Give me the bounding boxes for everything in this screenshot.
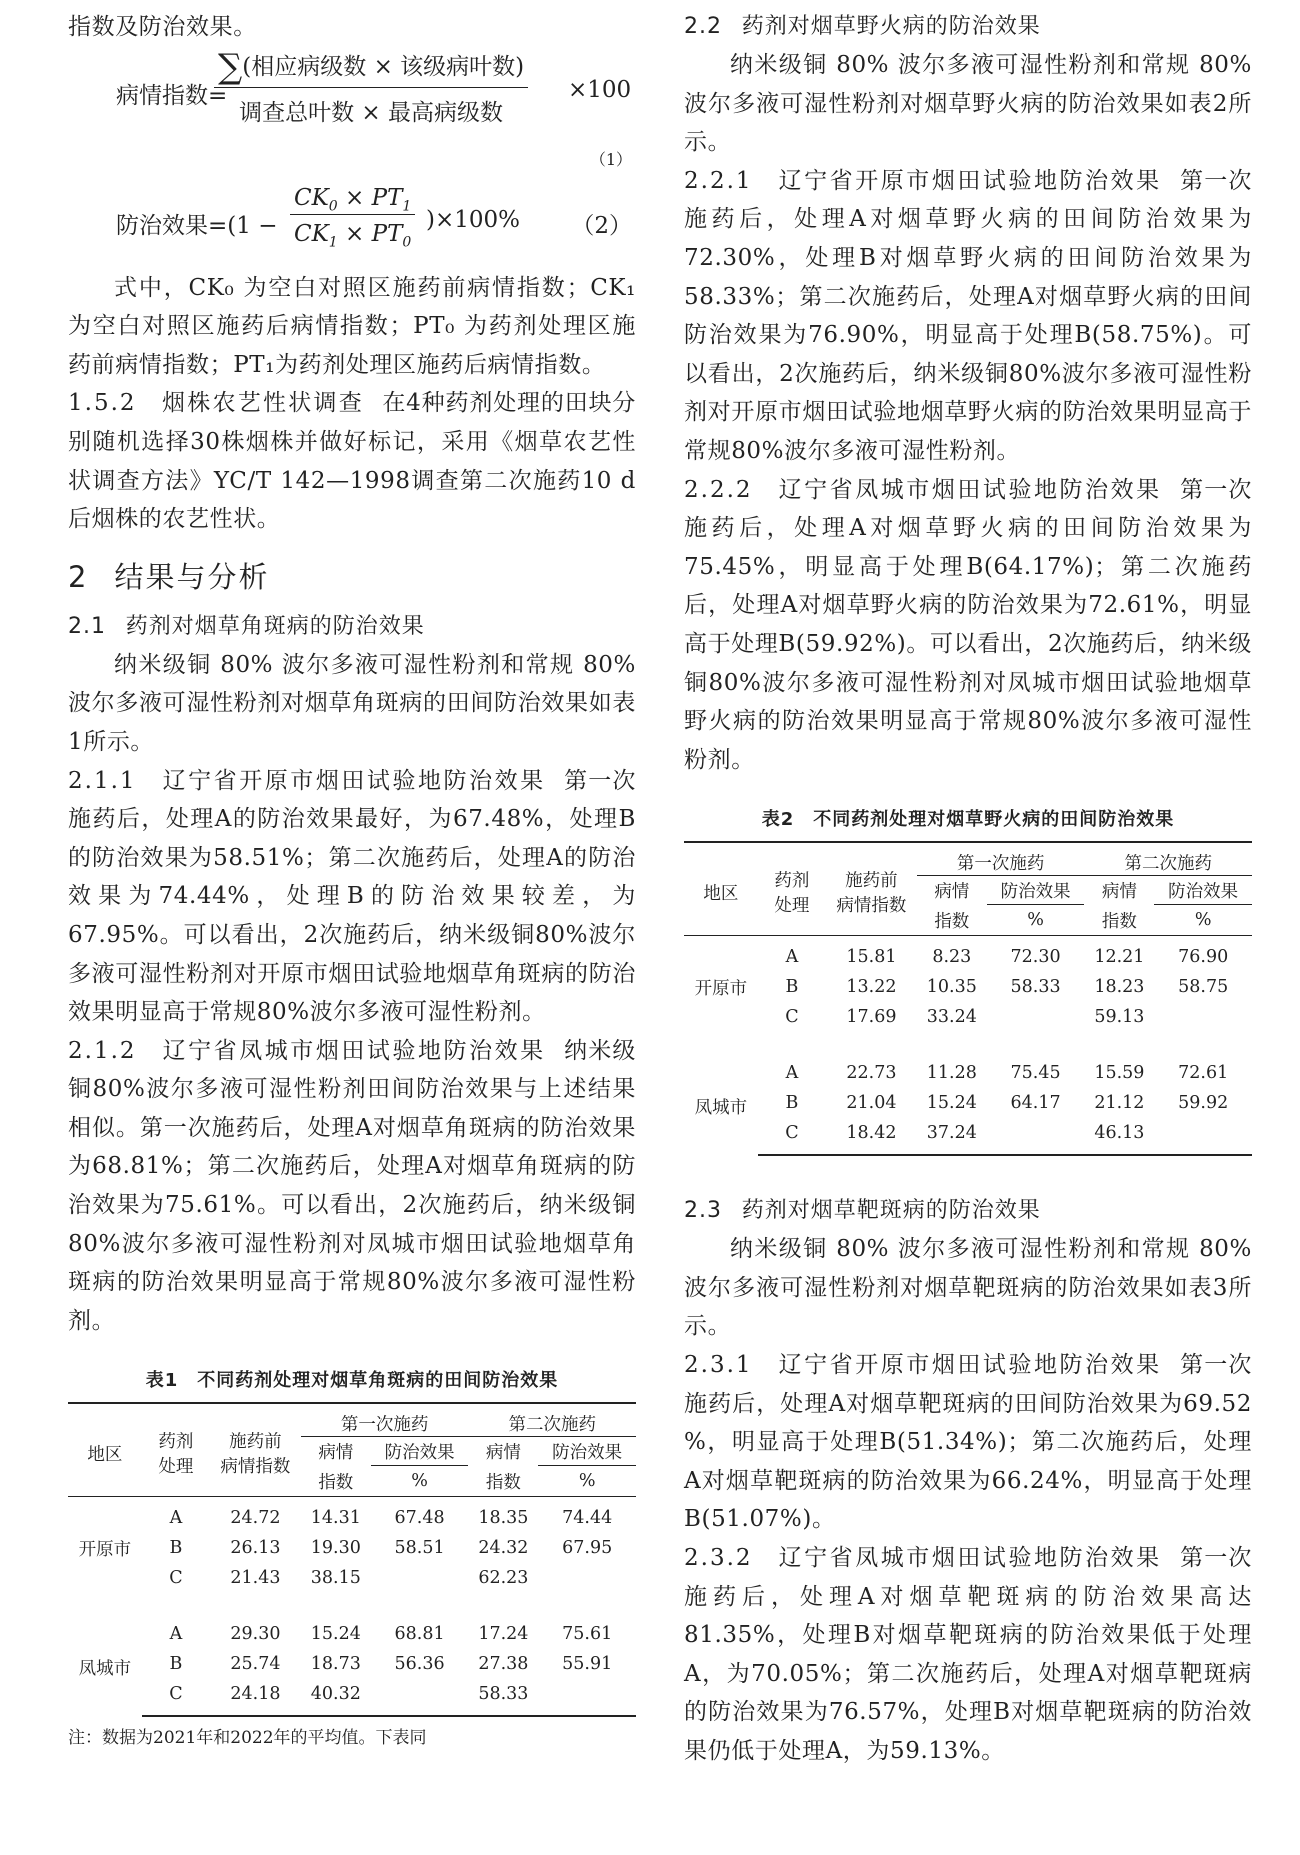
table-cell: 27.38 <box>478 1654 529 1675</box>
formula-lhs: 病情指数= <box>116 82 228 109</box>
table-cell: 33.24 <box>926 1007 977 1028</box>
section-2-heading: 2 结果与分析 <box>68 559 270 594</box>
th-second-application: 第二次施药 <box>468 1403 636 1437</box>
section-2-3-1: 2.3.1 辽宁省开原市烟田试验地防治效果 第一次施药后，处理A对烟草靶斑病的田间防治效果为69.52 %，明显高于处理B(51.34%)；第二次施药后，处理A对烟草靶斑病的防治效果为66.24%，明显高于处理B(51.07%)。 <box>684 1352 1252 1533</box>
table-cell: 58.51 <box>394 1538 445 1559</box>
table-cell: 17.24 <box>478 1624 529 1645</box>
table-cell: 59.92 <box>1178 1093 1229 1114</box>
table-cell: 37.24 <box>917 1118 987 1155</box>
table-cell: 58.75 <box>1178 977 1229 998</box>
section-2-2-heading: 2.2 药剂对烟草野火病的防治效果 <box>684 14 1041 39</box>
table-cell: 15.24 <box>926 1093 977 1114</box>
sum-symbol: ∑ <box>218 46 243 87</box>
table-cell: 15.24 <box>310 1624 361 1645</box>
table-cell <box>371 1679 469 1716</box>
table-cell <box>538 1563 636 1593</box>
section-2-1-2-label: 2.1.2 辽宁省凤城市烟田试验地防治效果 <box>68 1037 546 1064</box>
th-index-2: 病情 <box>485 1443 521 1464</box>
table-cell: 18.23 <box>1094 977 1145 998</box>
table-1-body <box>68 1497 636 1717</box>
table-cell: 75.45 <box>1010 1063 1061 1084</box>
table-cell: 11.28 <box>926 1063 977 1084</box>
table-cell: 38.15 <box>310 1568 361 1589</box>
section-1-5-2-label: 1.5.2 烟株农艺性状调查 <box>68 390 364 417</box>
section-2-1-1: 2.1.1 辽宁省开原市烟田试验地防治效果 第一次施药后，处理A的防治效果最好，为67.48%，处理B的防治效果为58.51%；第二次施药后，处理A的防治效果为74.44%，处理B的防治效果较差，为67.95%。可以看出，2次施药后，纳米级铜80%波尔多液可湿性粉剂对开原市烟田试验地烟草角斑病的防治效果明显高于常规80%波尔多液可湿性粉剂。 <box>68 767 636 1026</box>
th-first-application: 第一次施药 <box>301 1403 469 1437</box>
table-cell: 72.30 <box>1010 947 1061 968</box>
table-cell: B <box>169 1654 183 1675</box>
formula-fraction <box>214 47 528 127</box>
formula-control-effect <box>68 185 636 269</box>
table-cell: 74.44 <box>562 1508 613 1529</box>
table-2-body <box>684 936 1252 1156</box>
table-cell: 24.72 <box>230 1508 281 1529</box>
th-effect-1: 防治效果 <box>371 1437 469 1466</box>
formula2-fraction <box>290 185 415 251</box>
table-row <box>684 1088 1252 1118</box>
table-2: 地区 药剂 处理 施药前 病情指数 第一次施药 第二次施药 病情 防治效果 病情 防治效果 指数 % 指数 % 开原市 A 15.81 8.23 72.30 12.21 76.90 B 13.22 10.35 58.33 18.23 58.75 C 17.69 33.24 59.13 凤城市 A 22.73 11.28 75.45 15.59 72.61 B 21.04 15.24 64.17 21.12 59.92 C 18.42 37.24 46.13 <box>684 841 1252 1156</box>
equation-number-1: （1） <box>589 149 632 169</box>
table-cell: 22.73 <box>846 1063 897 1084</box>
table-cell: 46.13 <box>1084 1118 1154 1155</box>
table-cell: 76.90 <box>1178 947 1229 968</box>
table-cell: 15.59 <box>1094 1063 1145 1084</box>
table-cell: 59.13 <box>1094 1007 1145 1028</box>
table-cell: 21.04 <box>846 1093 897 1114</box>
table-row <box>68 1613 636 1649</box>
table-1: 地区 药剂 处理 施药前 病情指数 第一次施药 第二次施药 病情 防治效果 病情 防治效果 指数 % 指数 % 开原市 A 24.72 14.31 67.48 18.35 74.44 B 26.13 19.30 58.51 24.32 67.95 C 21.43 38.15 62.23 凤城市 A 29.30 15.24 68.81 17.24 75.61 B 25.74 18.73 56.36 27.38 55.91 C 24.18 40.32 58.33 <box>68 1402 636 1717</box>
formula2-lhs: 防治效果=(1 − <box>116 212 278 239</box>
equation-number-2: （2） <box>571 212 632 239</box>
table-cell: 13.22 <box>846 977 897 998</box>
table-cell: A <box>785 1063 799 1084</box>
section-2-1-1-label: 2.1.1 辽宁省开原市烟田试验地防治效果 <box>68 767 546 794</box>
section-2-1-heading: 2.1 药剂对烟草角斑病的防治效果 <box>68 613 425 639</box>
table-cell: 25.74 <box>230 1654 281 1675</box>
table-cell: 17.69 <box>846 1007 897 1028</box>
table-cell: 24.32 <box>478 1538 529 1559</box>
right-column <box>684 8 1252 1771</box>
table-cell: 64.17 <box>1010 1093 1061 1114</box>
formula2-denominator: $CK_1 \times PT_0$ <box>294 221 412 251</box>
table-cell: 21.43 <box>230 1568 281 1589</box>
table-row <box>684 972 1252 1002</box>
table-cell: 56.36 <box>394 1654 445 1675</box>
table-cell: 21.12 <box>1094 1093 1145 1114</box>
table-cell: C <box>758 1118 826 1155</box>
table-2-title: 表2 不同药剂处理对烟草野火病的田间防治效果 <box>761 809 1175 831</box>
table-cell: 18.35 <box>478 1508 529 1529</box>
table-cell: 67.48 <box>394 1508 445 1529</box>
table-cell: 29.30 <box>230 1624 281 1645</box>
table-row <box>68 1533 636 1563</box>
section-2-1-intro: 纳米级铜 80% 波尔多液可湿性粉剂和常规 80% 波尔多液可湿性粉剂对烟草角斑病的田间防治效果如表1所示。 <box>68 651 636 755</box>
table-1-title: 表1 不同药剂处理对烟草角斑病的田间防治效果 <box>145 1370 559 1392</box>
table-cell: 14.31 <box>310 1508 361 1529</box>
left-column <box>68 8 636 1751</box>
table-cell: 58.33 <box>468 1679 538 1716</box>
section-2-3-2: 2.3.2 辽宁省凤城市烟田试验地防治效果 第一次施药后，处理A对烟草靶斑病的防治效果高达81.35%，处理B对烟草靶斑病的防治效果低于处理A，为70.05%；第二次施药后，处理A对烟草靶斑病的防治效果为76.57%，处理B对烟草靶斑病的防治效果仍低于处理A，为59.13%。 <box>684 1545 1252 1764</box>
table-cell: A <box>785 947 799 968</box>
table-cell: 10.35 <box>926 977 977 998</box>
formula-explanation: 式中，CK₀ 为空白对照区施药前病情指数；CK₁ 为空白对照区施药后病情指数；PT₀ 为药剂处理区施药前病情指数；PT₁为药剂处理区施药后病情指数。 <box>68 274 636 378</box>
table-cell: C <box>169 1568 183 1589</box>
table-row <box>68 1649 636 1679</box>
table-cell: B <box>785 977 799 998</box>
table-cell: B <box>169 1538 183 1559</box>
table-cell: 58.33 <box>1010 977 1061 998</box>
table-cell <box>1154 1118 1252 1155</box>
table-1-note: 注：数据为2021年和2022年的平均值。下表同 <box>68 1728 427 1749</box>
table-cell: 26.13 <box>230 1538 281 1559</box>
table-cell: 75.61 <box>562 1624 613 1645</box>
table-cell: 12.21 <box>1094 947 1145 968</box>
table-cell <box>371 1563 469 1593</box>
formula-numerator: ∑(相应病级数 × 该级病叶数) <box>214 47 528 88</box>
table-cell: C <box>142 1679 210 1716</box>
section-1-5-2 <box>68 384 636 538</box>
table-row <box>684 1002 1252 1032</box>
section-2-2-2: 2.2.2 辽宁省凤城市烟田试验地防治效果 第一次施药后，处理A对烟草野火病的田间防治效果为75.45%，明显高于处理B(64.17%)；第二次施药后，处理A对烟草野火病的防治效果为72.61%，明显高于处理B(59.92%)。可以看出，2次施药后，纳米级铜80%波尔多液可湿性粉剂对凤城市烟田试验地烟草野火病的防治效果明显高于常规80%波尔多液可湿性粉剂。 <box>684 476 1252 773</box>
table-cell <box>1154 1002 1252 1032</box>
formula-denominator: 调查总叶数 × 最高病级数 <box>239 99 504 126</box>
region-cell: 凤城市 <box>78 1659 132 1680</box>
table-cell: 24.18 <box>210 1679 301 1716</box>
formula-disease-index <box>68 47 636 147</box>
table-cell: 8.23 <box>932 947 972 968</box>
table-cell: 72.61 <box>1178 1063 1229 1084</box>
section-2-2-1: 2.2.1 辽宁省开原市烟田试验地防治效果 第一次施药后，处理A对烟草野火病的田间防治效果为72.30%，处理B对烟草野火病的田间防治效果为58.33%；第二次施药后，处理A对烟草野火病的田间防治效果为76.90%，明显高于处理B(58.75%)。可以看出，2次施药后，纳米级铜80%波尔多液可湿性粉剂对开原市烟田试验地烟草野火病的防治效果明显高于常规80%波尔多液可湿性粉剂。 <box>684 167 1252 464</box>
table-cell: 19.30 <box>310 1538 361 1559</box>
table-cell: 18.42 <box>826 1118 917 1155</box>
table-cell: 15.81 <box>846 947 897 968</box>
section-2-2-intro: 纳米级铜 80% 波尔多液可湿性粉剂和常规 80% 波尔多液可湿性粉剂对烟草野火病的防治效果如表2所示。 <box>684 52 1252 156</box>
table-cell: 55.91 <box>562 1654 613 1675</box>
table-row <box>68 1497 636 1534</box>
table-cell: 68.81 <box>394 1624 445 1645</box>
equation-number-row <box>68 147 636 185</box>
table-cell: B <box>785 1093 799 1114</box>
region-cell: 开原市 <box>694 978 748 999</box>
table-group-spacer <box>68 1593 636 1613</box>
paragraph-continued: 指数及防治效果。 <box>68 14 257 40</box>
region-cell: 开原市 <box>78 1539 132 1560</box>
table-cell: C <box>785 1007 799 1028</box>
table-row <box>684 1052 1252 1088</box>
th-before-index: 施药前 病情指数 <box>210 1403 301 1497</box>
table-cell: A <box>169 1508 183 1529</box>
table-row <box>68 1563 636 1593</box>
table-cell: A <box>169 1624 183 1645</box>
table-cell <box>987 1118 1085 1155</box>
section-2-3-heading: 2.3 药剂对烟草靶斑病的防治效果 <box>684 1198 1041 1224</box>
formula2-tail: )×100% <box>426 206 520 233</box>
section-1-5-2-text: 在4种药剂处理的田块分别随机选择30株烟株并做好标记，采用《烟草农艺性状调查方法》YC/T 142—1998调查第二次施药10 d后烟株的农艺性状。 <box>68 390 636 533</box>
th-treatment: 药剂 处理 <box>142 1403 210 1497</box>
th-effect-2: 防治效果 <box>538 1437 636 1466</box>
table-cell <box>987 1002 1085 1032</box>
th-index-1: 病情 <box>318 1443 354 1464</box>
section-2-3-intro: 纳米级铜 80% 波尔多液可湿性粉剂和常规 80% 波尔多液可湿性粉剂对烟草靶斑病的防治效果如表3所示。 <box>684 1236 1252 1340</box>
table-cell: 67.95 <box>562 1538 613 1559</box>
table-cell: 62.23 <box>478 1568 529 1589</box>
section-2-1-2: 2.1.2 辽宁省凤城市烟田试验地防治效果 纳米级铜80%波尔多液可湿性粉剂田间防治效果与上述结果相似。第一次施药后，处理A对烟草角斑病的防治效果为68.81%；第二次施药后，处理A对烟草角斑病的防治效果为75.61%。可以看出，2次施药后，纳米级铜80%波尔多液可湿性粉剂对凤城市烟田试验地烟草角斑病的防治效果明显高于常规80%波尔多液可湿性粉剂。 <box>68 1037 636 1334</box>
table-cell: 18.73 <box>310 1654 361 1675</box>
table-row <box>68 1679 636 1716</box>
table-cell <box>538 1679 636 1716</box>
formula-tail: ×100 <box>568 76 632 103</box>
th-region: 地区 <box>68 1403 142 1497</box>
formula2-numerator: $CK_0 \times PT_1$ <box>290 185 415 216</box>
region-cell: 凤城市 <box>694 1098 748 1119</box>
table-row <box>684 936 1252 973</box>
table-cell: 40.32 <box>301 1679 371 1716</box>
table-row <box>684 1118 1252 1155</box>
table-group-spacer <box>684 1032 1252 1052</box>
